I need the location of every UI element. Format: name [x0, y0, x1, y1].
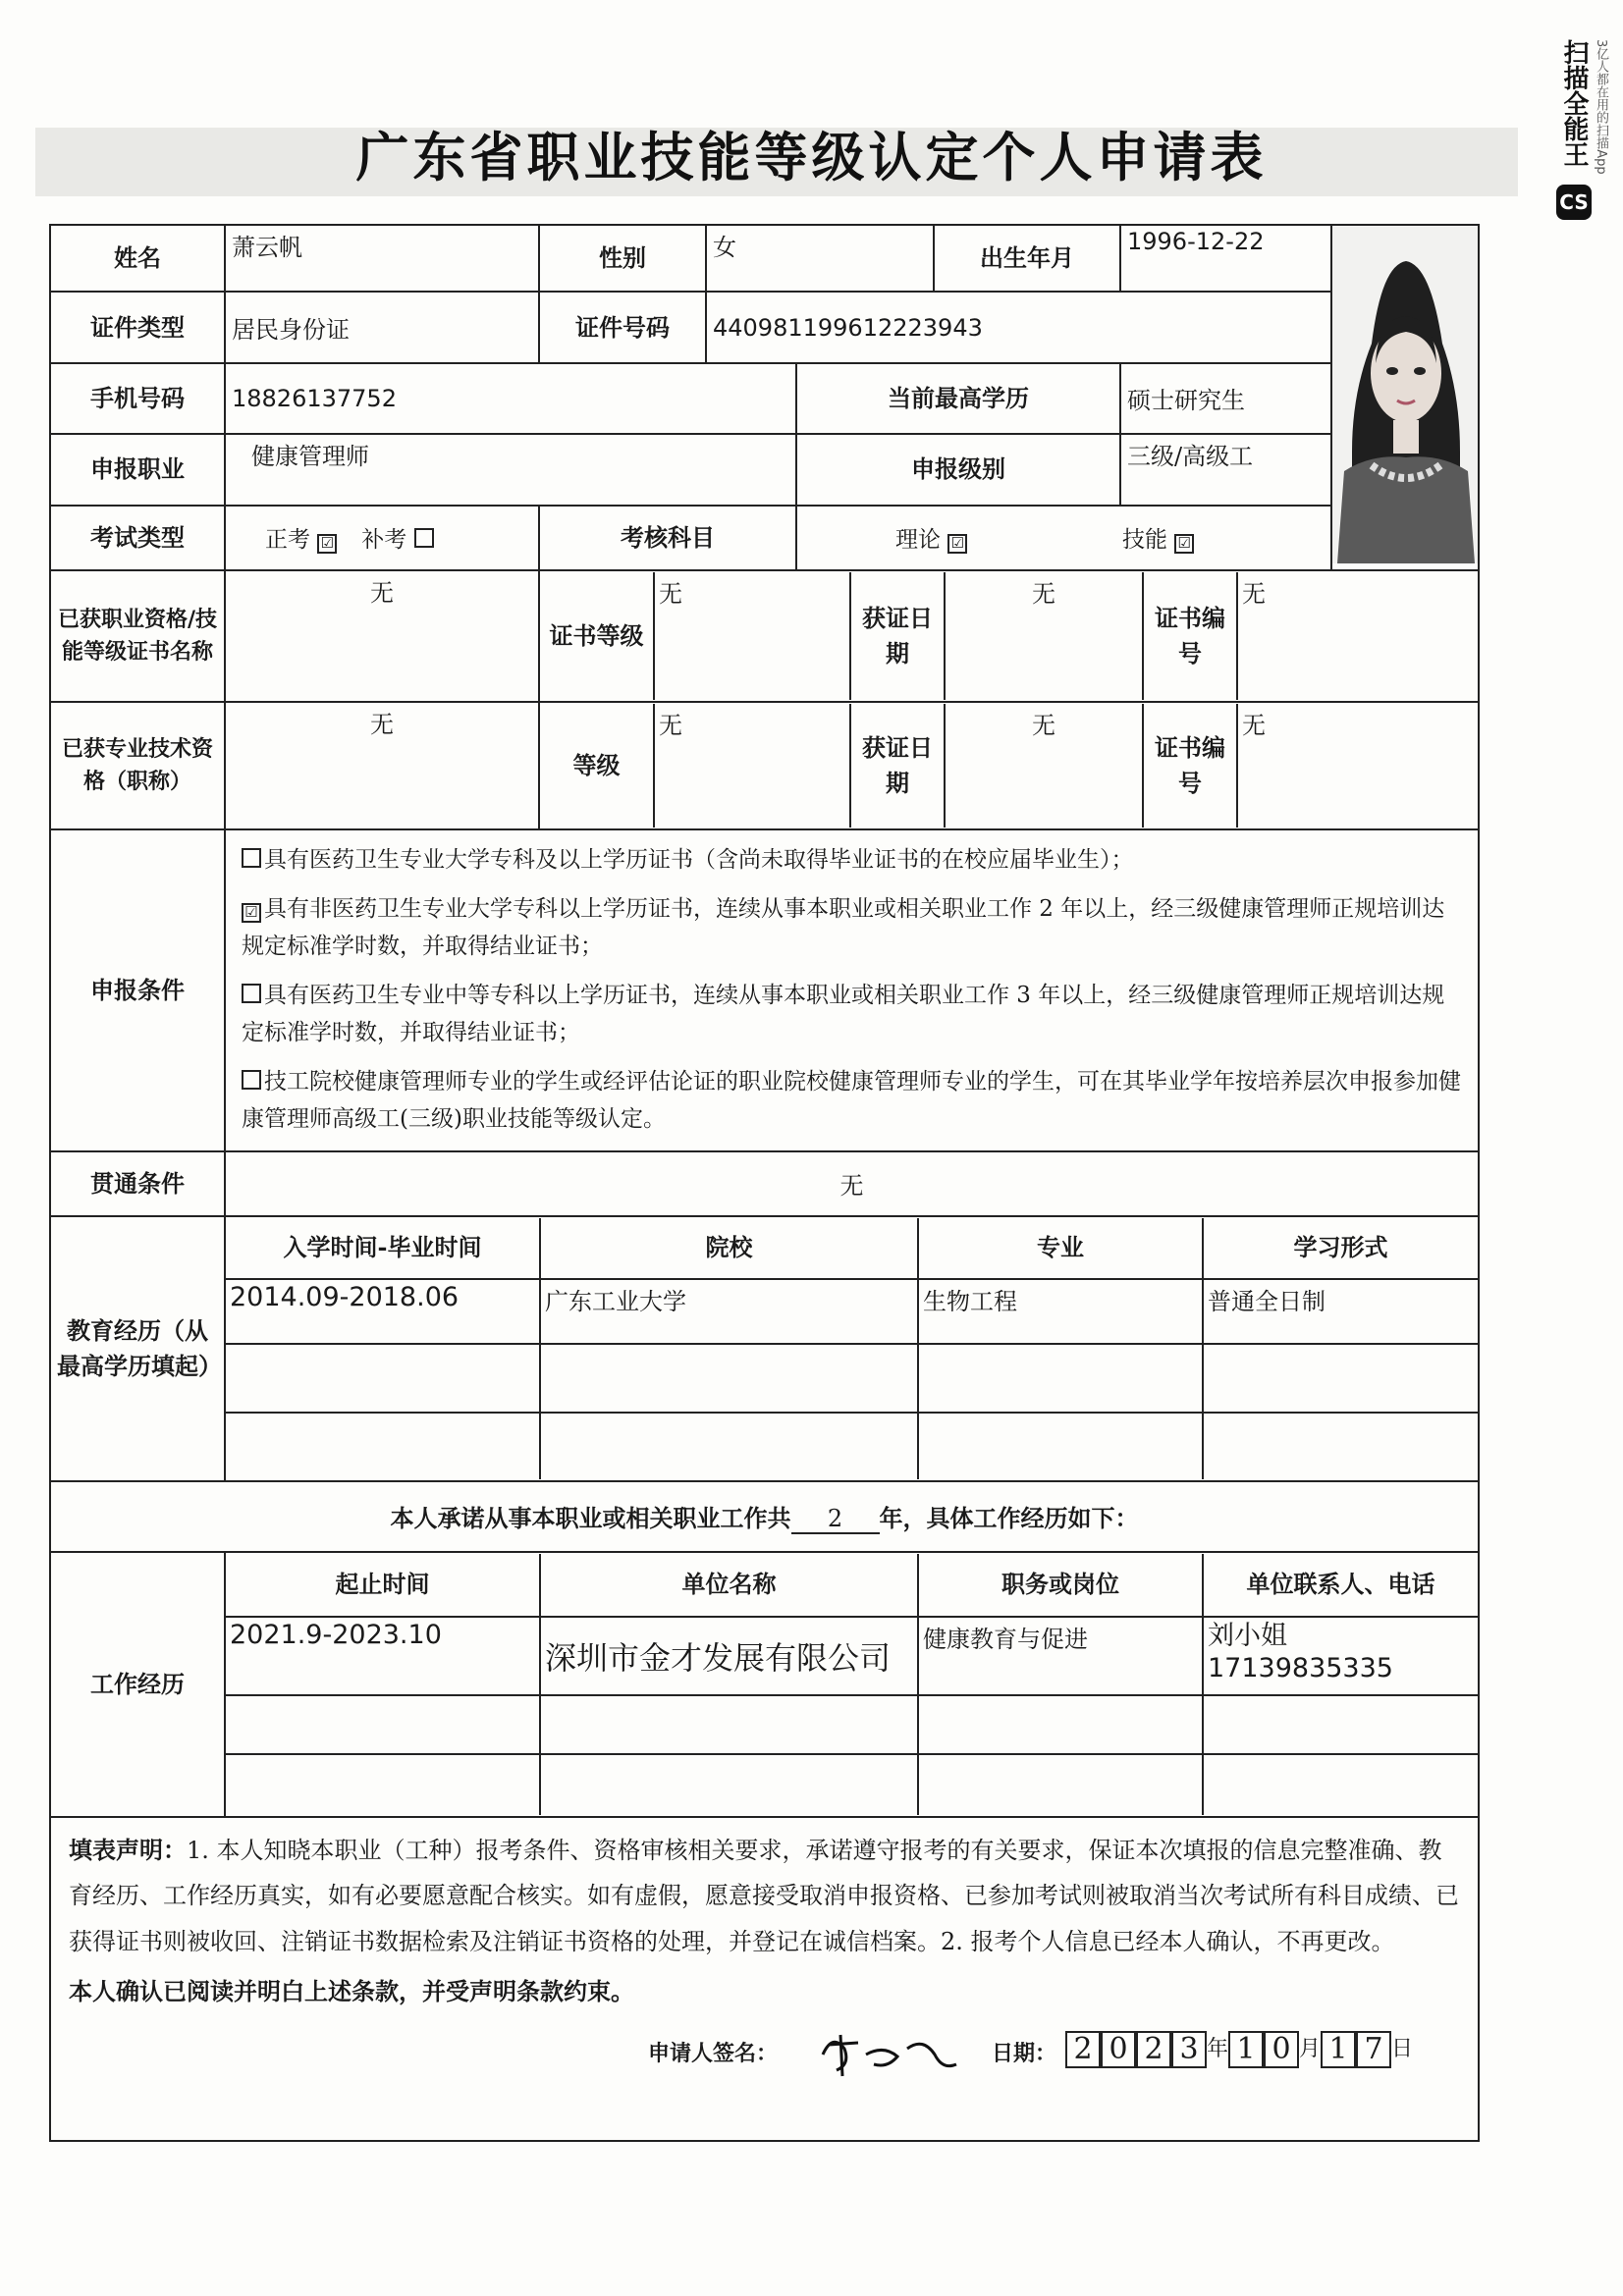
name-label: 姓名 — [50, 225, 225, 292]
education-level-label: 当前最高学历 — [796, 363, 1120, 434]
skill-checkbox[interactable]: ☑ — [1174, 534, 1194, 554]
birth-label: 出生年月 — [934, 225, 1120, 292]
id-type-label: 证件类型 — [50, 292, 225, 362]
work-history-label: 工作经历 — [50, 1552, 225, 1817]
education-header: 专业 — [918, 1218, 1203, 1279]
condition-checkbox[interactable] — [242, 984, 261, 1003]
signing-date: 2 0 2 3 年 1 0 月 1 7 日 — [1065, 2029, 1413, 2071]
exam-subject-label: 考核科目 — [539, 506, 796, 570]
exam-type-options — [225, 506, 539, 570]
conditions-list — [225, 829, 1479, 1151]
conditions-label: 申报条件 — [50, 829, 225, 1151]
work-header: 单位联系人、电话 — [1203, 1554, 1478, 1617]
exam-type-label: 考试类型 — [50, 506, 225, 570]
education-row — [226, 1344, 1478, 1413]
vocational-cert-details — [540, 572, 1478, 700]
phone-label: 手机号码 — [50, 363, 225, 434]
condition-checkbox[interactable] — [242, 848, 261, 868]
professional-title-name: 无 — [225, 702, 539, 829]
occupation-value: 健康管理师 — [225, 434, 796, 505]
vocational-cert-no: 无 — [1237, 572, 1478, 700]
work-header: 职务或岗位 — [918, 1554, 1203, 1617]
education-level-value: 硕士研究生 — [1120, 363, 1331, 434]
occupation-label: 申报职业 — [50, 434, 225, 505]
birth-value: 1996-12-22 — [1120, 225, 1331, 292]
condition-checkbox[interactable]: ☑ — [242, 903, 261, 923]
vocational-cert-grade-label: 证书等级 — [549, 621, 644, 650]
declaration-confirm: 本人确认已阅读并明白上述条款，并受声明条款约束。 — [69, 1976, 634, 2005]
education-table — [226, 1218, 1478, 1479]
level-label: 申报级别 — [796, 434, 1120, 505]
education-header: 学习形式 — [1203, 1218, 1478, 1279]
level-value: 三级/高级工 — [1120, 434, 1331, 505]
condition-item: 具有医药卫生专业中等专科以上学历证书，连续从事本职业或相关职业工作 3 年以上，经三级健康管理师正规培训达规定标准学时数，并取得结业证书； — [242, 982, 1445, 1045]
education-header: 院校 — [540, 1218, 918, 1279]
scanner-logo-icon: CS — [1556, 185, 1592, 220]
declaration — [50, 1817, 1479, 2141]
name-value: 萧云帆 — [225, 225, 539, 292]
vocational-cert-name: 无 — [225, 570, 539, 702]
work-row: 2021.9-2023.10 深圳市金才发展有限公司 健康教育与促进 刘小姐 17139835335 — [226, 1617, 1478, 1695]
education-row — [226, 1413, 1478, 1479]
scanner-brand: 扫描全能王 — [1559, 39, 1589, 167]
work-row — [226, 1754, 1478, 1815]
work-commitment: 本人承诺从事本职业或相关职业工作共 2 年，具体工作经历如下： — [50, 1481, 1479, 1552]
professional-title-details — [540, 704, 1478, 828]
date-label: 日期： — [992, 2040, 1057, 2066]
applicant-photo — [1332, 226, 1479, 563]
signature-label: 申请人签名： — [648, 2040, 779, 2066]
skill-label: 技能 — [1121, 527, 1167, 554]
education-history-label: 教育经历（从最高学历填起） — [50, 1216, 225, 1481]
theory-checkbox[interactable]: ☑ — [947, 534, 967, 554]
condition-item: 具有医药卫生专业大学专科及以上学历证书（含尚未取得毕业证书的在校应届毕业生）； — [242, 842, 1462, 880]
declaration-text: 填表声明：1. 本人知晓本职业（工种）报考条件、资格审核相关要求，承诺遵守报考的有关要求，保证本次填报的信息完整准确、教育经历、工作经历真实，如有必要愿意配合核实。如有虚假，愿意接受取消申报资格、已参加考试则被取消当次考试所有科目成绩、已获得证书则被收回、注销证书数据检索及注销证书资格的处理，并登记在诚信档案。2. 报考个人信息已经本人确认，不再更改。 — [69, 1835, 1459, 1956]
professional-title-label: 已获专业技术资格（职称） — [50, 702, 225, 829]
vocational-cert-date: 无 — [945, 572, 1143, 700]
form-title: 广东省职业技能等级认定个人申请表 — [355, 126, 1268, 188]
normal-exam-label: 正考 — [265, 527, 310, 554]
work-years: 2 — [791, 1505, 880, 1534]
handwritten-signature — [815, 2015, 962, 2084]
normal-exam-checkbox[interactable]: ☑ — [317, 534, 337, 554]
work-header: 起止时间 — [335, 1570, 430, 1599]
signature-line — [69, 2023, 1460, 2074]
makeup-exam-label: 补考 — [361, 527, 407, 554]
professional-no-label: 证书编号 — [1143, 704, 1237, 828]
application-form — [49, 224, 1480, 2142]
professional-grade-label: 等级 — [572, 751, 621, 779]
condition-checkbox[interactable] — [242, 1070, 261, 1090]
id-type-value: 居民身份证 — [225, 292, 539, 362]
phone-value: 18826137752 — [225, 363, 796, 434]
makeup-exam-checkbox[interactable] — [414, 528, 434, 548]
work-row — [226, 1695, 1478, 1754]
id-number-label: 证件号码 — [539, 292, 706, 362]
through-condition-value: 无 — [225, 1151, 1479, 1216]
id-number-value: 440981199612223943 — [706, 292, 1331, 362]
work-header: 单位名称 — [540, 1554, 918, 1617]
professional-date-label: 获证日期 — [850, 704, 945, 828]
scanner-tagline: 3亿人都在用的扫描App — [1594, 39, 1608, 175]
vocational-cert-no-label: 证书编号 — [1143, 572, 1237, 700]
gender-label: 性别 — [539, 225, 706, 292]
exam-subject-options — [796, 506, 1331, 570]
gender-value: 女 — [706, 225, 934, 292]
photo-cell — [1331, 225, 1479, 570]
professional-no: 无 — [1237, 704, 1478, 828]
vocational-cert-grade: 无 — [654, 572, 850, 700]
theory-label: 理论 — [895, 527, 941, 554]
vocational-cert-date-label: 获证日期 — [850, 572, 945, 700]
condition-item: ☑ 具有非医药卫生专业大学专科以上学历证书，连续从事本职业或相关职业工作 2 年以上，经三级健康管理师正规培训达规定标准学时数，并取得结业证书； — [242, 895, 1445, 959]
professional-grade: 无 — [654, 704, 850, 828]
education-row: 2014.09-2018.06 广东工业大学 生物工程 普通全日制 — [226, 1279, 1478, 1344]
condition-item: 技工院校健康管理师专业的学生或经评估论证的职业院校健康管理师专业的学生，可在其毕业学年按培养层次申报参加健康管理师高级工(三级)职业技能等级认定。 — [242, 1068, 1461, 1132]
vocational-cert-label: 已获职业资格/技能等级证书名称 — [50, 570, 225, 702]
scanner-watermark — [1548, 29, 1609, 236]
work-table — [226, 1554, 1478, 1815]
education-header: 入学时间-毕业时间 — [283, 1233, 482, 1262]
professional-date: 无 — [945, 704, 1143, 828]
through-condition-label: 贯通条件 — [50, 1151, 225, 1216]
